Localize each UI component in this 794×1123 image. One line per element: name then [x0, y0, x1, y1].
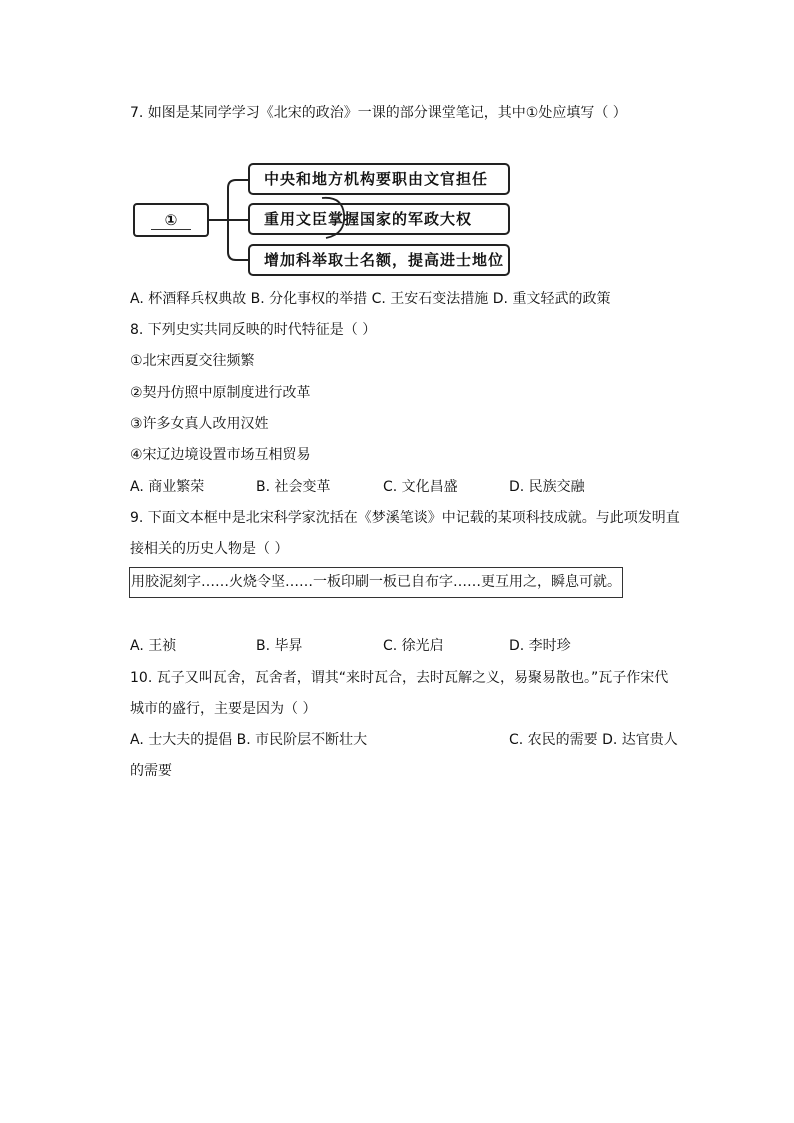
q9-option-c: C. 徐光启	[383, 638, 444, 654]
q9-quote-box: 用胶泥刻字……火烧令坚……一板印刷一板已自布字……更互用之，瞬息可就。	[129, 567, 623, 598]
q8-stem: 8. 下列史实共同反映的时代特征是（ ）	[130, 322, 377, 338]
q8-fact-4: ④宋辽边境设置市场互相贸易	[130, 447, 311, 463]
q8-option-d: D. 民族交融	[509, 479, 585, 495]
q10-stem-line2: 城市的盛行，主要是因为（ ）	[130, 701, 317, 717]
diagram-blank-underline	[151, 229, 191, 230]
q9-stem-line2: 接相关的历史人物是（ ）	[130, 541, 289, 557]
q8-fact-2: ②契丹仿照中原制度进行改革	[130, 385, 311, 401]
diagram-box-1: 中央和地方机构要职由文官担任	[248, 163, 510, 195]
q8-option-c: C. 文化昌盛	[383, 479, 458, 495]
q10-stem-line1: 10. 瓦子又叫瓦舍，瓦舍者，谓其“来时瓦合，去时瓦解之义，易聚易散也。”瓦子作宋代	[130, 670, 669, 686]
diagram-box-3: 增加科举取士名额，提高进士地位	[248, 244, 510, 276]
q10-options-wrap: 的需要	[130, 763, 172, 779]
q8-option-b: B. 社会变革	[256, 479, 331, 495]
q9-option-d: D. 李时珍	[509, 638, 571, 654]
diagram-blank-label: ①	[164, 211, 178, 229]
diagram-blank-box	[133, 203, 209, 237]
q9-option-b: B. 毕昇	[256, 638, 303, 654]
q8-option-a: A. 商业繁荣	[130, 479, 205, 495]
q10-options-c-d: C. 农民的需要 D. 达官贵人	[509, 732, 678, 748]
q8-fact-3: ③许多女真人改用汉姓	[130, 416, 269, 432]
diagram-box-2: 重用文臣掌握国家的军政大权	[248, 203, 510, 235]
q9-stem-line1: 9. 下面文本框中是北宋科学家沈括在《梦溪笔谈》中记载的某项科技成就。与此项发明直	[130, 510, 680, 526]
q10-options-a-b: A. 士大夫的提倡 B. 市民阶层不断壮大	[130, 732, 368, 748]
q9-option-a: A. 王祯	[130, 638, 177, 654]
q8-fact-1: ①北宋西夏交往频繁	[130, 353, 255, 369]
q7-options: A. 杯酒释兵权典故 B. 分化事权的举措 C. 王安石变法措施 D. 重文轻武的政策	[130, 291, 611, 307]
q7-stem: 7. 如图是某同学学习《北宋的政治》一课的部分课堂笔记，其中①处应填写（ ）	[130, 105, 627, 121]
